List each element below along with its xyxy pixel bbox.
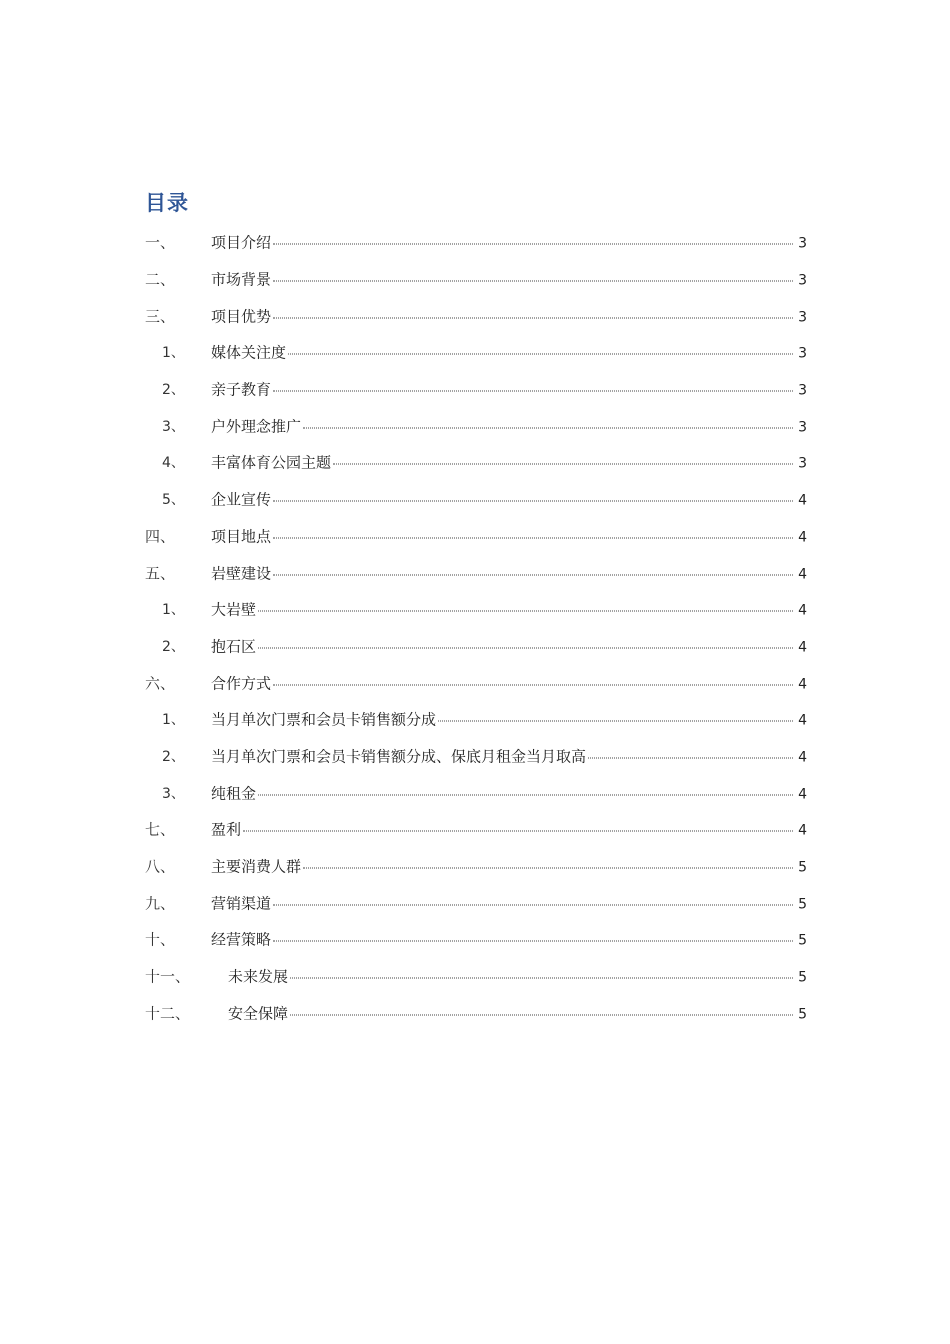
toc-entry-number: 1、 (162, 345, 185, 362)
toc-subentry[interactable] (145, 774, 807, 811)
toc-leader-dots (273, 500, 793, 502)
toc-entry-page: 3 (798, 309, 807, 326)
toc-entry-text: 丰富体育公园主题 (211, 453, 332, 472)
toc-entry-number: 九、 (145, 894, 176, 913)
toc-entry-text: 项目地点 (211, 527, 272, 546)
toc-leader-dots (243, 830, 793, 832)
toc-leader-dots (258, 646, 793, 648)
toc-leader-dots (333, 463, 793, 465)
toc-subentry[interactable] (145, 444, 807, 481)
toc-entry-number: 十二、 (145, 1004, 191, 1023)
toc-entry[interactable] (145, 958, 807, 995)
toc-entry-number: 1、 (162, 602, 185, 619)
toc-entry-text: 安全保障 (228, 1004, 289, 1023)
toc-entry[interactable] (145, 297, 807, 334)
toc-entry-number: 2、 (162, 382, 185, 399)
toc-subentry[interactable] (145, 334, 807, 371)
toc-entry-number: 七、 (145, 820, 176, 839)
toc-entry-number: 1、 (162, 712, 185, 729)
toc-entry-page: 5 (798, 1006, 807, 1023)
toc-entry-number: 4、 (162, 455, 185, 472)
toc-entry-text: 未来发展 (228, 967, 289, 986)
toc-entry-page: 4 (798, 676, 807, 693)
toc-entry-text: 大岩壁 (211, 600, 257, 619)
toc-entry-page: 5 (798, 896, 807, 913)
toc-entry-text: 纯租金 (211, 784, 257, 803)
toc-entry[interactable] (145, 884, 807, 921)
toc-entry-number: 十一、 (145, 967, 191, 986)
toc-title: 目录 (145, 191, 189, 215)
toc-entry-page: 4 (798, 712, 807, 729)
toc-entry-number: 十、 (145, 930, 176, 949)
toc-entry-text: 项目优势 (211, 307, 272, 326)
toc-leader-dots (273, 243, 793, 245)
toc-leader-dots (438, 720, 793, 722)
toc-subentry[interactable] (145, 371, 807, 408)
toc-leader-dots (273, 390, 793, 392)
toc-leader-dots (288, 353, 793, 355)
toc-entry-text: 合作方式 (211, 674, 272, 693)
toc-entry-text: 媒体关注度 (211, 343, 287, 362)
toc-leader-dots (273, 573, 793, 575)
toc-entry-page: 3 (798, 382, 807, 399)
toc-leader-dots (273, 903, 793, 905)
toc-entry[interactable] (145, 261, 807, 298)
toc-entry[interactable] (145, 921, 807, 958)
toc-subentry[interactable] (145, 591, 807, 628)
toc-entry-page: 3 (798, 345, 807, 362)
toc-entry-page: 5 (798, 859, 807, 876)
toc-entry[interactable] (145, 848, 807, 885)
toc-leader-dots (303, 867, 793, 869)
toc-entry-page: 3 (798, 272, 807, 289)
toc-leader-dots (273, 316, 793, 318)
toc-entry-text: 盈利 (211, 820, 242, 839)
toc-subentry[interactable] (145, 701, 807, 738)
toc-list (145, 224, 807, 1031)
toc-entry[interactable] (145, 224, 807, 261)
toc-leader-dots (273, 280, 793, 282)
toc-entry-text: 抱石区 (211, 637, 257, 656)
toc-entry-number: 2、 (162, 638, 185, 655)
toc-entry-page: 4 (798, 492, 807, 509)
toc-entry-text: 项目介绍 (211, 233, 272, 252)
toc-entry-number: 八、 (145, 857, 176, 876)
toc-entry-page: 5 (798, 969, 807, 986)
toc-subentry[interactable] (145, 628, 807, 665)
toc-entry-number: 一、 (145, 233, 176, 252)
toc-entry[interactable] (145, 811, 807, 848)
toc-leader-dots (273, 940, 793, 942)
toc-entry-number: 5、 (162, 492, 185, 509)
toc-entry-text: 户外理念推广 (211, 417, 302, 436)
toc-entry-text: 市场背景 (211, 270, 272, 289)
toc-entry-page: 5 (798, 932, 807, 949)
toc-entry-page: 4 (798, 749, 807, 766)
toc-entry-page: 4 (798, 786, 807, 803)
toc-entry-text: 当月单次门票和会员卡销售额分成、保底月租金当月取高 (211, 747, 587, 766)
toc-entry-number: 3、 (162, 785, 185, 802)
toc-entry-text: 营销渠道 (211, 894, 272, 913)
toc-entry-text: 主要消费人群 (211, 857, 302, 876)
toc-entry-text: 亲子教育 (211, 380, 272, 399)
toc-entry-page: 4 (798, 822, 807, 839)
toc-entry-text: 当月单次门票和会员卡销售额分成 (211, 710, 437, 729)
toc-entry-number: 2、 (162, 748, 185, 765)
toc-leader-dots (290, 1013, 793, 1015)
toc-leader-dots (258, 610, 793, 612)
toc-entry[interactable] (145, 994, 807, 1031)
toc-leader-dots (258, 793, 793, 795)
toc-subentry[interactable] (145, 481, 807, 518)
toc-leader-dots (588, 756, 793, 758)
toc-leader-dots (303, 426, 793, 428)
toc-entry-number: 二、 (145, 270, 176, 289)
toc-entry-text: 企业宣传 (211, 490, 272, 509)
toc-entry-number: 六、 (145, 674, 176, 693)
toc-leader-dots (290, 977, 793, 979)
toc-entry-page: 4 (798, 566, 807, 583)
toc-entry-page: 4 (798, 529, 807, 546)
toc-entry-number: 五、 (145, 564, 176, 583)
toc-entry-page: 3 (798, 419, 807, 436)
toc-entry-number: 四、 (145, 527, 176, 546)
toc-entry[interactable] (145, 554, 807, 591)
toc-entry[interactable] (145, 518, 807, 555)
toc-entry-page: 4 (798, 639, 807, 656)
toc-leader-dots (273, 536, 793, 538)
toc-leader-dots (273, 683, 793, 685)
toc-subentry[interactable] (145, 407, 807, 444)
toc-entry-page: 3 (798, 455, 807, 472)
toc-entry-page: 3 (798, 235, 807, 252)
toc-entry-text: 经营策略 (211, 930, 272, 949)
toc-entry-page: 4 (798, 602, 807, 619)
toc-entry[interactable] (145, 664, 807, 701)
toc-entry-text: 岩壁建设 (211, 564, 272, 583)
toc-entry-number: 三、 (145, 307, 176, 326)
toc-entry-number: 3、 (162, 418, 185, 435)
toc-subentry[interactable] (145, 738, 807, 775)
